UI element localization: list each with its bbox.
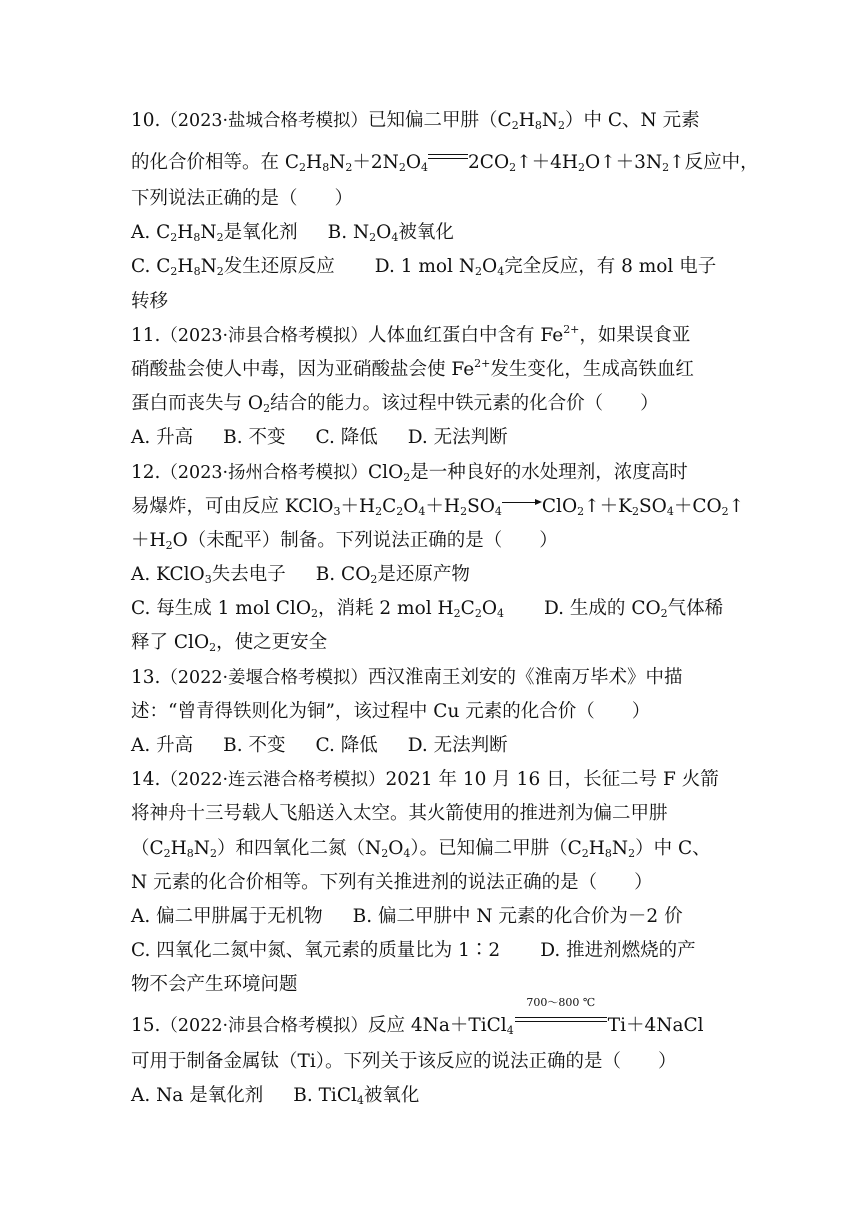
- option-a[interactable]: A. 升高: [131, 427, 194, 449]
- option-b[interactable]: B. $N_2O_4$被氧化: [327, 222, 454, 245]
- option-c[interactable]: C. 每生成 1 mol ClO$_2$，消耗 2 mol $H_2C_2O_4$: [131, 598, 504, 621]
- question-number: 11.: [131, 324, 161, 346]
- reaction-condition-equals: [515, 995, 607, 1025]
- question-11-line-3: 蛋白而丧失与 $O_2$结合的能力。该过程中铁元素的化合价（ ）: [131, 393, 659, 416]
- reaction-arrow-icon: [502, 499, 542, 507]
- option-d[interactable]: D. 无法判断: [407, 427, 508, 449]
- question-number: 12.: [131, 461, 161, 483]
- question-14-line-2: 将神舟十三号载人飞船送入太空。其火箭使用的推进剂为偏二甲肼: [131, 803, 668, 825]
- question-14-options-ab: [131, 900, 731, 934]
- question-11-line-1: 11.（2023·沛县合格考模拟）人体血红蛋白中含有 $Fe^{2+}$，如果误食亚: [131, 322, 691, 346]
- question-source: （2022·沛县合格考模拟）: [160, 1015, 369, 1036]
- question-15: [131, 995, 731, 1113]
- question-14: [131, 763, 731, 1002]
- option-c[interactable]: C. 降低: [315, 735, 378, 756]
- question-13-line-1: 13.（2022·姜堰合格考模拟）西汉淮南王刘安的《淮南万毕术》中描: [131, 666, 683, 688]
- question-source: （2022·姜堰合格考模拟）: [160, 667, 369, 688]
- question-source: （2023·扬州合格考模拟）: [160, 462, 369, 483]
- question-12-line-3: $+H_2O$（未配平）制备。下列说法正确的是（ ）: [131, 529, 558, 552]
- question-13-line-2: 述：“曾青得铁则化为铜”，该过程中 Cu 元素的化合价（ ）: [131, 700, 651, 722]
- option-a[interactable]: A. $C_2H_8N_2$是氧化剂: [131, 222, 298, 245]
- option-d[interactable]: D. 无法判断: [407, 735, 508, 756]
- option-b[interactable]: B. 不变: [223, 735, 286, 756]
- reaction-condition: 700～800 ℃: [526, 995, 596, 1009]
- question-12: [131, 456, 745, 661]
- question-14-line-4: N 元素的化合价相等。下列有关推进剂的说法正确的是（ ）: [131, 871, 653, 893]
- question-15-line-2: 可用于制备金属钛（Ti）。下列关于该反应的说法正确的是（ ）: [131, 1050, 677, 1072]
- question-10-options-cd: [131, 250, 731, 284]
- question-15-options-ab: [131, 1079, 731, 1113]
- question-10-line-1: 10.（2023·盐城合格考模拟）已知偏二甲肼$(C_2H_8N_2)$中 C、N 元素: [131, 110, 700, 132]
- question-12-options-ab: [131, 558, 731, 592]
- question-source: （2023·盐城合格考模拟）: [160, 111, 369, 131]
- question-14-line-1: 14.（2022·连云港合格考模拟）2021 年 10 月 16 日，长征二号 F 火箭: [131, 769, 719, 791]
- question-10-options-ab: [131, 216, 731, 250]
- option-d-wrap: 释了 ClO$_2$，使之更安全: [131, 632, 328, 655]
- question-13: [131, 661, 731, 764]
- option-d[interactable]: D. 生成的 $CO_2$气体稀: [544, 598, 724, 621]
- question-13-options: [131, 729, 731, 763]
- question-10: [131, 98, 759, 319]
- question-number: 14.: [131, 769, 161, 791]
- option-d[interactable]: D. 1 mol $N_2O_4$完全反应，有 8 mol 电子: [374, 256, 717, 279]
- option-c[interactable]: C. 四氧化二氮中氮、氧元素的质量比为 1∶2: [131, 940, 501, 962]
- option-a[interactable]: A. 升高: [131, 735, 194, 756]
- question-14-options-cd: [131, 934, 731, 968]
- document-page: [131, 98, 759, 1113]
- question-10-line-2: 的化合价相等。在 $C_2H_8N_2+2N_2O_4$ $2CO_2↑+4H_2O↑+3N_2↑$反应中，: [131, 152, 759, 174]
- question-source: （2023·沛县合格考模拟）: [160, 325, 369, 346]
- option-d[interactable]: D. 推进剂燃烧的产: [540, 940, 696, 962]
- question-number: 13.: [131, 666, 161, 688]
- question-12-line-1: 12.（2023·扬州合格考模拟）ClO$_2$是一种良好的水处理剂，浓度高时: [131, 461, 688, 484]
- option-d-wrap: 转移: [131, 290, 169, 312]
- option-b[interactable]: B. $CO_2$是还原产物: [315, 564, 470, 587]
- question-number: 15.: [131, 1014, 161, 1036]
- question-15-line-1: 15.（2022·沛县合格考模拟）反应 4Na＋TiCl$_4$ 700～800 ℃ Ti＋4NaCl: [131, 995, 704, 1037]
- option-a[interactable]: A. KClO$_3$失去电子: [131, 564, 286, 587]
- option-a[interactable]: A. Na 是氧化剂: [131, 1084, 264, 1106]
- question-14-line-3: $(C_2H_8N_2)$和四氧化二氮$(N_2O_4)$。已知偏二甲肼$(C_2H_8N_2)$中 C、: [131, 837, 711, 860]
- equals-sign: [428, 154, 468, 162]
- option-d-wrap: 物不会产生环境问题: [131, 974, 298, 996]
- question-12-options-cd: [131, 592, 731, 626]
- question-number: 10.: [131, 110, 161, 131]
- option-b[interactable]: B. TiCl$_4$被氧化: [293, 1084, 420, 1107]
- option-a[interactable]: A. 偏二甲肼属于无机物: [131, 905, 323, 927]
- option-b[interactable]: B. 偏二甲肼中 N 元素的化合价为－2 价: [352, 905, 683, 927]
- question-10-line-3: 下列说法正确的是（ ）: [131, 188, 354, 209]
- question-source: （2022·连云港合格考模拟）: [160, 770, 386, 791]
- question-11: [131, 319, 731, 456]
- option-c[interactable]: C. 降低: [315, 427, 378, 449]
- question-11-line-2: 硝酸盐会使人中毒，因为亚硝酸盐会使 $Fe^{2+}$发生变化，生成高铁血红: [131, 356, 694, 380]
- question-11-options: [131, 421, 731, 455]
- option-b[interactable]: B. 不变: [223, 427, 286, 449]
- option-c[interactable]: C. $C_2H_8N_2$发生还原反应: [131, 256, 335, 279]
- question-12-line-2: 易爆炸，可由反应 $KClO_3+H_2C_2O_4+H_2SO_4$ $ClO_2↑+K_2SO_4+CO_2↑$: [131, 495, 745, 518]
